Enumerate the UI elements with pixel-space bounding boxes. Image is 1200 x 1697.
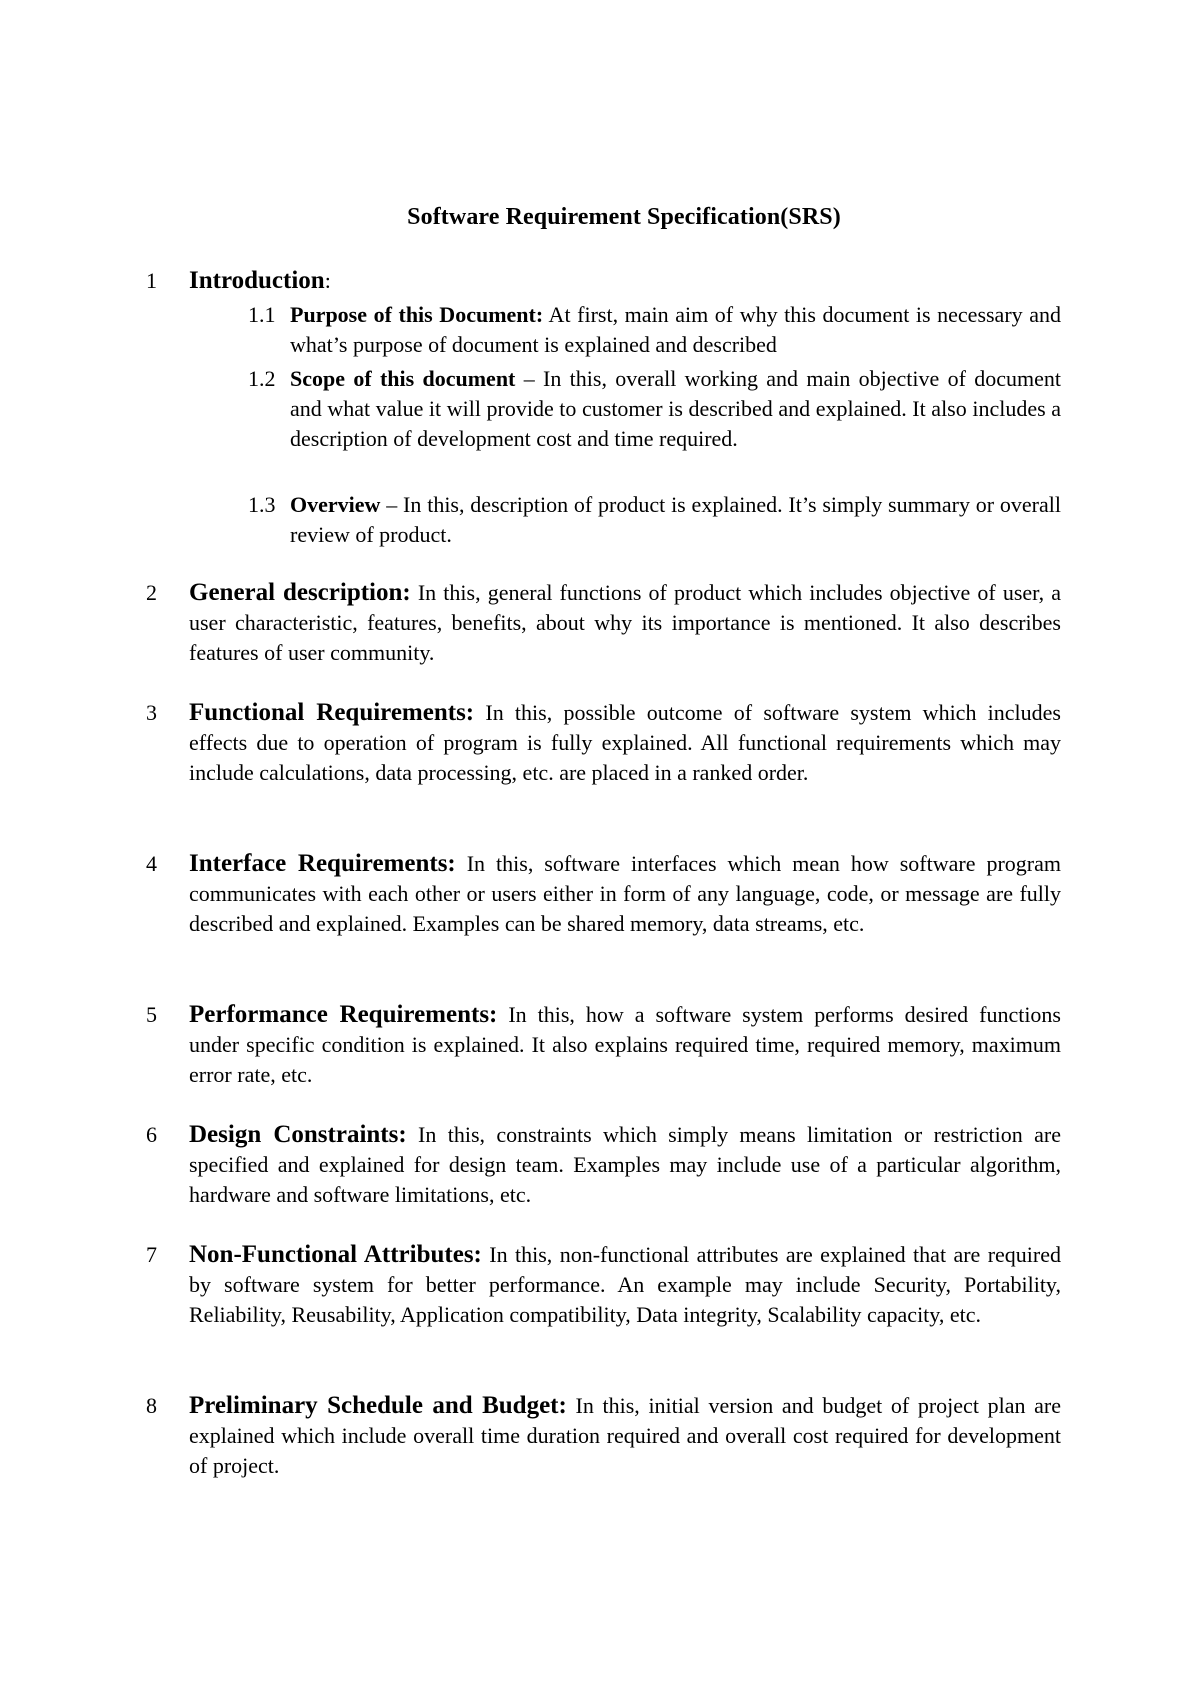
subsection-number: 1.2 <box>248 366 276 391</box>
section-number: 8 <box>146 1393 157 1418</box>
section-number: 4 <box>146 851 157 876</box>
section-number: 3 <box>146 700 157 725</box>
section-body: In this, non-functional attributes are explained that are required by software system for better performance. An example may include Security, Portability, Reliability, Reusability, Application compatibility, Data integrity, Scalability capacity, etc. <box>189 1242 1062 1328</box>
section-body: In this, constraints which simply means limitation or restriction are specified and explained for design team. Examples may include use of a particular algorithm, hardware and software limitations, etc. <box>189 1122 1061 1208</box>
section-number: 2 <box>146 580 157 605</box>
section-heading: Preliminary Schedule and Budget: <box>189 1392 567 1419</box>
subsection-number: 1.3 <box>248 492 276 517</box>
section-number: 1 <box>146 268 157 293</box>
section-heading-suffix: : <box>324 268 331 293</box>
section-body: In this, software interfaces which mean how software program communicates with each other or users either in form of any language, code, or message are fully described and explained. Examples can be shared memory, data streams, etc. <box>189 851 1061 937</box>
section-heading: Introduction <box>189 267 325 294</box>
section-text <box>189 698 1061 789</box>
subsection-body: At first, main aim of why this document is necessary and what’s purpose of document is explained and described <box>290 302 1061 358</box>
section-body: In this, initial version and budget of project plan are explained which include overall time duration required and overall cost required for development of project. <box>189 1393 1062 1479</box>
subsection-heading: Purpose of this Document: <box>290 302 544 327</box>
section-body: In this, general functions of product which includes objective of user, a user characteristic, features, benefits, about why its importance is mentioned. It also describes features of user community. <box>189 580 1062 666</box>
section-body: In this, possible outcome of software system which includes effects due to operation of program is fully explained. All functional requirements which may include calculations, data processing, etc. are placed in a ranked order. <box>189 700 1061 786</box>
section-heading: Non-Functional Attributes: <box>189 1241 482 1268</box>
subsection-body: – In this, overall working and main objective of document and what value it will provide to customer is described and explained. It also includes a description of development cost and time required. <box>290 366 1061 452</box>
section-body: In this, how a software system performs desired functions under specific condition is explained. It also explains required time, required memory, maximum error rate, etc. <box>189 1002 1061 1088</box>
section-heading-block <box>189 266 1061 296</box>
subsection-text <box>290 364 1061 455</box>
section-heading: Performance Requirements: <box>189 1001 498 1028</box>
section-text <box>189 1120 1061 1211</box>
section-text <box>189 578 1061 669</box>
section-text <box>189 1000 1061 1091</box>
subsection-text <box>290 490 1061 550</box>
section-heading: Interface Requirements: <box>189 850 456 877</box>
section-number: 5 <box>146 1002 157 1027</box>
section-heading: Functional Requirements: <box>189 699 475 726</box>
section-text <box>189 849 1061 940</box>
subsection-text <box>290 300 1061 360</box>
section-number: 6 <box>146 1122 157 1147</box>
subsection-number: 1.1 <box>248 302 276 327</box>
subsection-body: – In this, description of product is explained. It’s simply summary or overall review of product. <box>290 492 1061 548</box>
document-title: Software Requirement Specification(SRS) <box>407 204 841 230</box>
section-number: 7 <box>146 1242 157 1267</box>
section-text <box>189 1391 1061 1482</box>
subsection-heading: Overview <box>290 492 381 517</box>
section-heading: General description: <box>189 579 411 606</box>
subsection-heading: Scope of this document <box>290 366 516 391</box>
section-text <box>189 1240 1061 1331</box>
section-heading: Design Constraints: <box>189 1121 407 1148</box>
